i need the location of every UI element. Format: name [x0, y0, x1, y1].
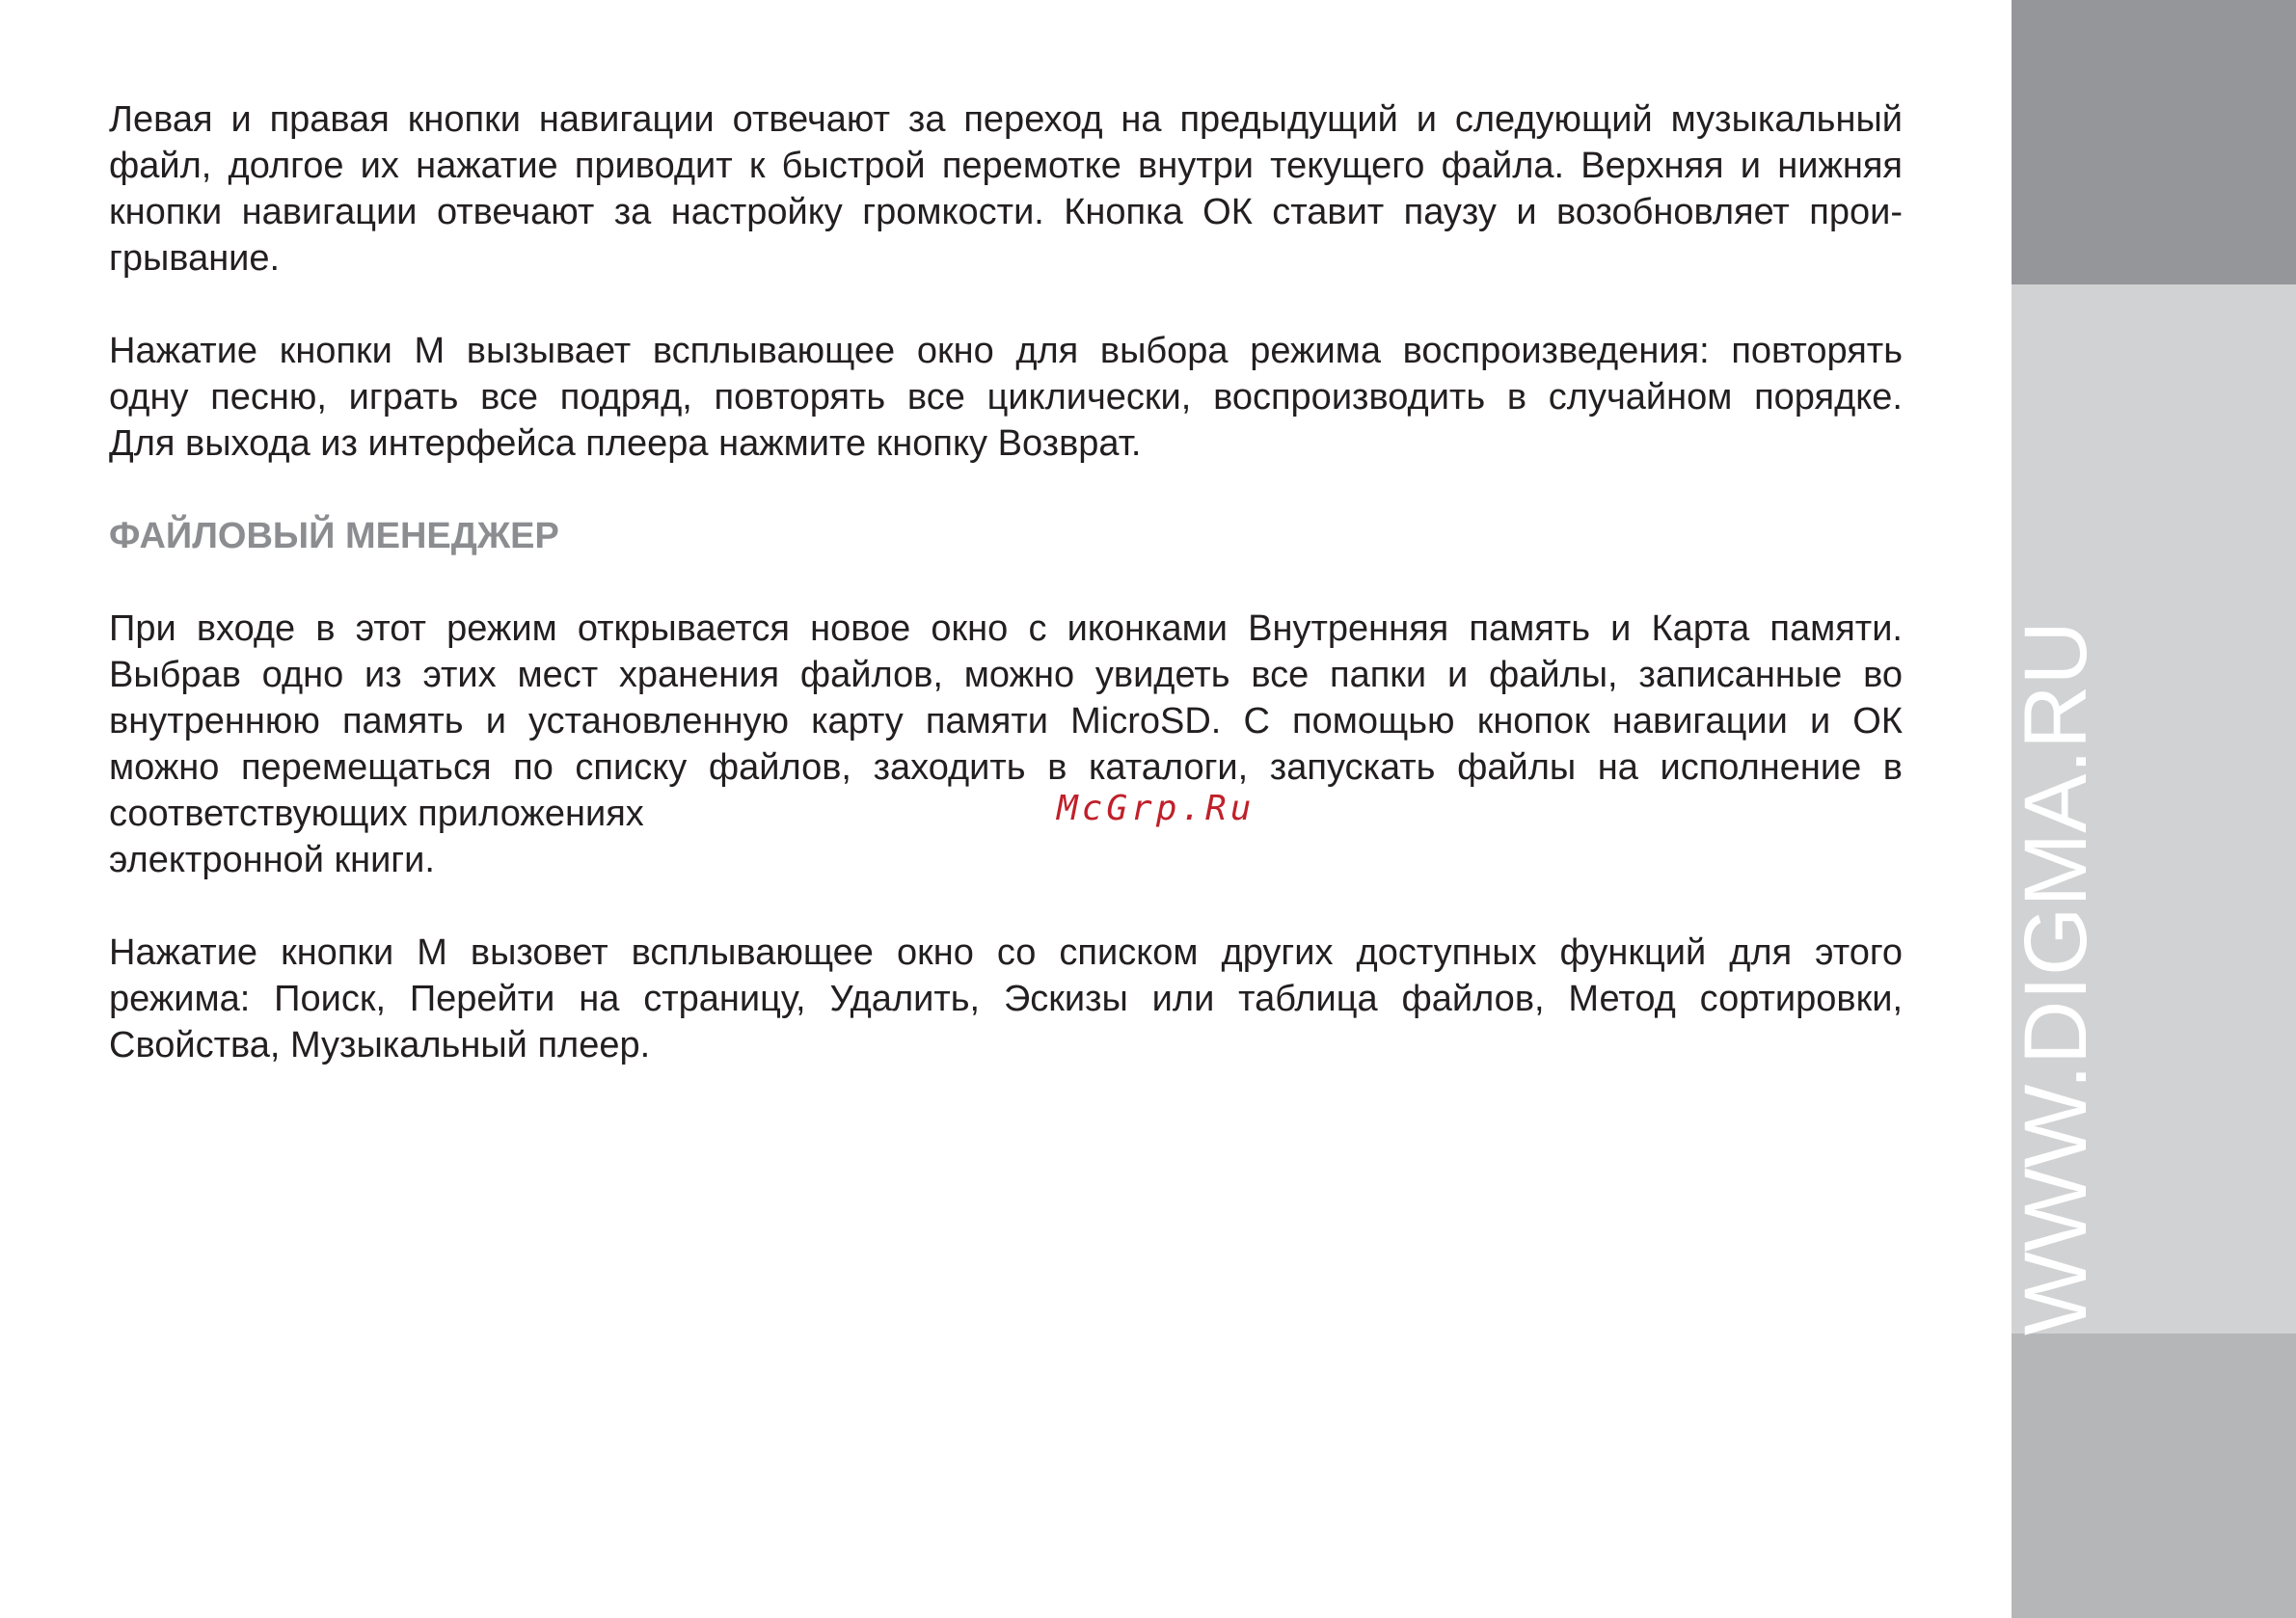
text-line: режима: Поиск, Перейти на страницу, Удалить, Эскизы или таблица файлов, Метод сортировки,: [109, 979, 1903, 1019]
paragraph-spacer: [109, 282, 1903, 328]
text-line: Выбрав одно из этих мест хранения файлов, можно увидеть все папки и файлы, записанные во: [109, 655, 1903, 695]
text-line: можно перемещаться по списку файлов, заходить в каталоги, запускать файлы на исполнение в: [109, 747, 1903, 788]
sidebar-band-top: [2012, 0, 2296, 284]
text-line: Для выхода из интерфейса плеера нажмите кнопку Возврат.: [109, 423, 1142, 464]
paragraph-navigation-buttons: [109, 96, 1903, 282]
text-line: Нажатие кнопки М вызовет всплывающее окно со списком других доступных функций для этого: [109, 932, 1903, 973]
sidebar-site-label: WWW.DIGMA.RU: [2007, 621, 2105, 1335]
paragraph-spacer: [109, 467, 1903, 513]
text-line: кнопки навигации отвечают за настройку громкости. Кнопка ОК ставит паузу и возобновляет прои-: [109, 192, 1903, 232]
text-line: При входе в этот режим открывается новое окно с иконками Внутренняя память и Карта памяти.: [109, 608, 1903, 649]
sidebar-band-bottom: [2012, 1334, 2296, 1618]
text-line: внутреннюю память и установленную карту памяти MicroSD. С помощью кнопок навигации и ОК: [109, 701, 1903, 742]
watermark-text: McGrp.Ru: [1057, 789, 1256, 828]
text-line: Нажатие кнопки М вызывает всплывающее окно для выбора режима воспроизведения: повторять: [109, 331, 1903, 371]
text-line: Левая и правая кнопки навигации отвечают за переход на предыдущий и следующий музыкальный: [109, 99, 1903, 140]
text-line: файл, долгое их нажатие приводит к быстрой перемотке внутри текущего файла. Верхняя и нижняя: [109, 146, 1903, 186]
text-line: Свойства, Музыкальный плеер.: [109, 1025, 651, 1065]
paragraph-spacer: [109, 559, 1903, 606]
text-line: соответствующих приложениях: [109, 794, 644, 834]
text-line: одну песню, играть все подряд, повторять все циклически, воспроизводить в случайном порядке.: [109, 377, 1903, 418]
document-body: [109, 96, 1903, 1068]
text-line: электронной книги.: [109, 840, 435, 880]
section-heading-file-manager: ФАЙЛОВЫЙ МЕНЕДЖЕР: [109, 516, 559, 556]
paragraph-spacer: [109, 883, 1903, 930]
paragraph-m-button-functions: [109, 930, 1903, 1068]
text-line: грывание.: [109, 238, 281, 279]
paragraph-file-manager: [109, 606, 1903, 883]
paragraph-m-button-playback: [109, 328, 1903, 467]
